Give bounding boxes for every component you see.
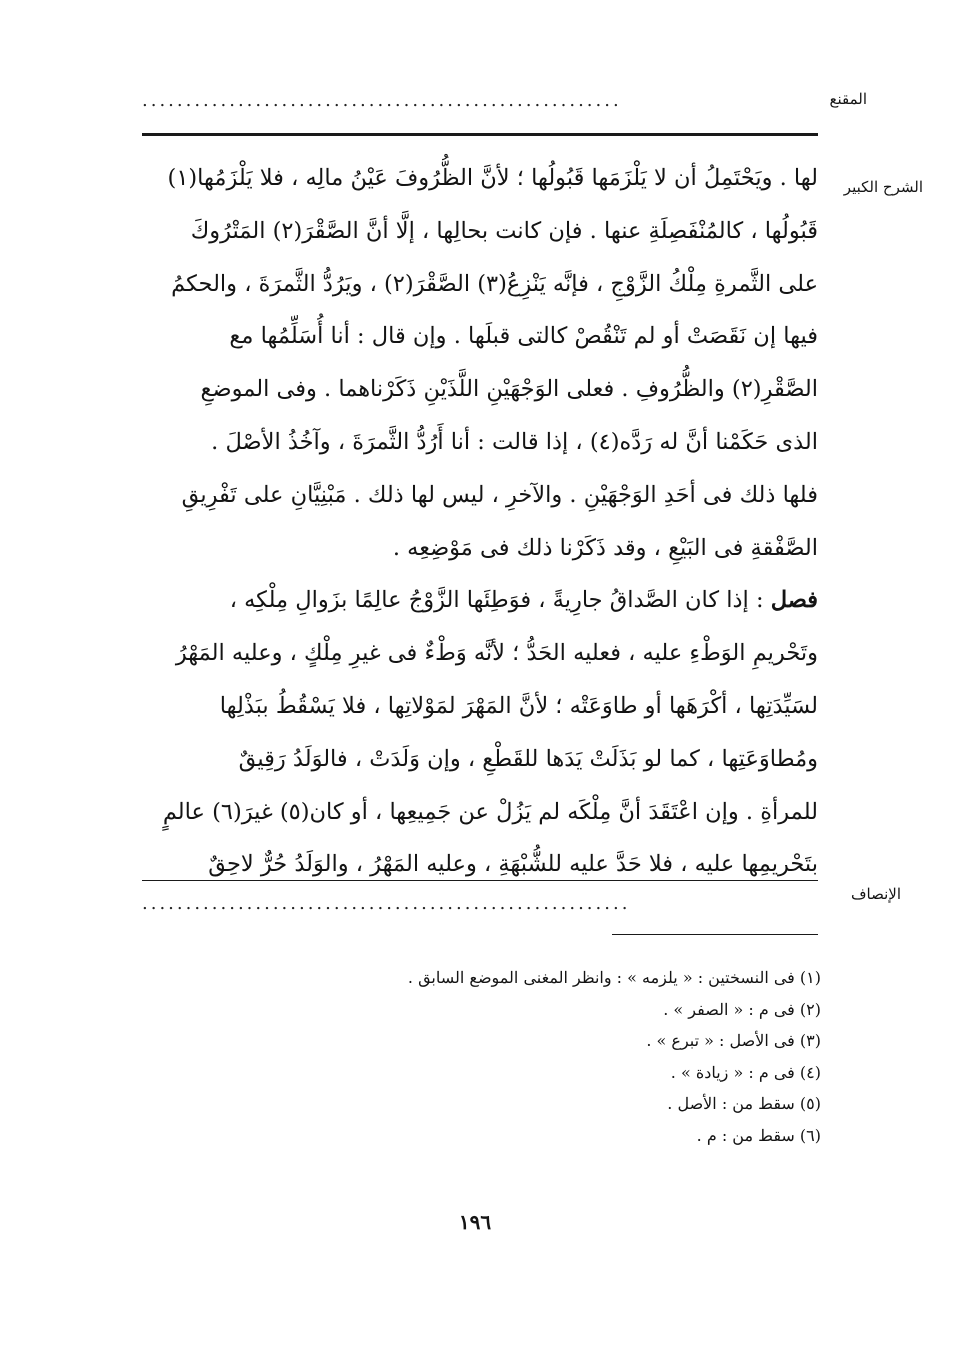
fasl-line: بتَحْريمِها عليه ، فلا حَدَّ عليه للشُّبْهَةِ ، وعليه المَهْرُ ، والوَلَدُ حُرٌّ لاحِقٌ [208, 851, 818, 878]
main-text-block [112, 152, 818, 891]
fasl-line: لسَيِّدَتِها ، أكْرَهَها أو طاوَعَتْه ؛ لأنَّ المَهْرَ لمَوْلاتِها ، فلا يَسْقُطُ ببَذْلِها [219, 692, 818, 719]
fasl-first-line [112, 574, 818, 627]
body-line: الصَّقْرِ(٢) والظُّرُوفِ . فعلى الوَجْهَيْنِ اللَّذَيْنِ ذَكَرْناهما . وفى الموضعِ [200, 376, 818, 403]
header-rule [142, 133, 818, 136]
fasl-heading: فصل [770, 587, 818, 614]
header-dotted-leader: ....................................................... [142, 90, 622, 111]
fasl-first-line-text: : إذا كان الصَّداقُ جارِيةً ، فوَطِئَها الزَّوْجُ عالِمًا بزَوالِ مِلْكِه ، [229, 587, 771, 614]
fasl-line: وتَحْريمِ الوَطْءِ عليه ، فعليه الحَدُّ ؛ لأنَّه وَطْءٌ فى غيرِ مِلْكٍ ، وعليه المَهْرُ [175, 640, 818, 667]
footnote: (٤) فى م : « زيادة » . [670, 1062, 821, 1082]
side-label-sharh: الشرح الكبير [843, 178, 923, 196]
footnote: (٥) سقط من : الأصل . [667, 1094, 821, 1114]
body-line: فلها ذلك فى أحَدِ الوَجْهَيْنِ . والآخرِ ، ليس لها ذلك . مَبْنِيَّانِ على تَفْرِيقِ [181, 481, 818, 508]
footnote: (١) فى النسختين : « يلزمه » : وانظر المغنى الموضع السابق . [407, 968, 821, 987]
footnote-separator [612, 934, 818, 935]
footnote: (٣) فى الأصل : « تبرع » . [646, 1031, 821, 1051]
body-line: الذى حَكَمْنا أنَّ له رَدَّه(٤) ، إذا قالت : أنا أَرُدُّ الثَّمرَةَ ، وآخُذُ الأصْلَ . [211, 428, 818, 455]
fasl-line: ومُطاوَعَتِها ، كما لو بَذَلَتْ يَدَها للقَطْعِ ، وإن وَلَدَتْ ، فالوَلَدُ رَقِيقٌ [238, 745, 818, 772]
running-header-book-name: المقنع [829, 90, 867, 108]
insaf-dotted-leader: ........................................................ [142, 893, 631, 914]
side-label-insaf: الإنصاف [850, 885, 901, 903]
fasl-line: للمرأةِ . وإن اعْتَقَدَ أنَّ مِلْكَه لم يَزُلْ عن جَمِيعِها ، أو كان(٥) غيرَ(٦) عالمٍ [162, 798, 818, 825]
footnote: (٦) سقط من : م . [696, 1125, 821, 1145]
insaf-top-rule [142, 880, 818, 881]
body-line: لها . ويَحْتَمِلُ أن لا يَلْزَمَها قَبُولُها ؛ لأنَّ الظُّرُوفَ عَيْنُ مالِه ، فلا يَلْزَمُها(١) [167, 165, 818, 191]
body-line: على الثَّمرةِ مِلْكُ الزَّوْجِ ، فإنَّه يَنْزِعُ(٣) الصَّقْرَ(٢) ، ويَرُدُّ الثَّمرَةَ ، والحكمُ [171, 270, 818, 297]
body-line: قَبُولُها ، كالمُنْفَصِلَةِ عنها . فإن كانت بحالِها ، إلَّا أنَّ الصَّقْرَ(٢) المَتْرُوكَ [190, 217, 818, 244]
footnotes [408, 962, 821, 1152]
body-line: الصَّفْقةِ فى البَيْعِ ، وقد ذَكَرْنا ذلك فى مَوْضِعِه . [392, 534, 818, 561]
page-number: ١٩٦ [458, 1210, 492, 1234]
footnote: (٢) فى م : « الصفر » . [663, 999, 821, 1019]
body-line: فيها إن نَقَصَتْ أو لم تَنْقُصْ كالتى قبلَها . وإن قال : أنا أُسَلِّمُها مع [229, 323, 818, 350]
